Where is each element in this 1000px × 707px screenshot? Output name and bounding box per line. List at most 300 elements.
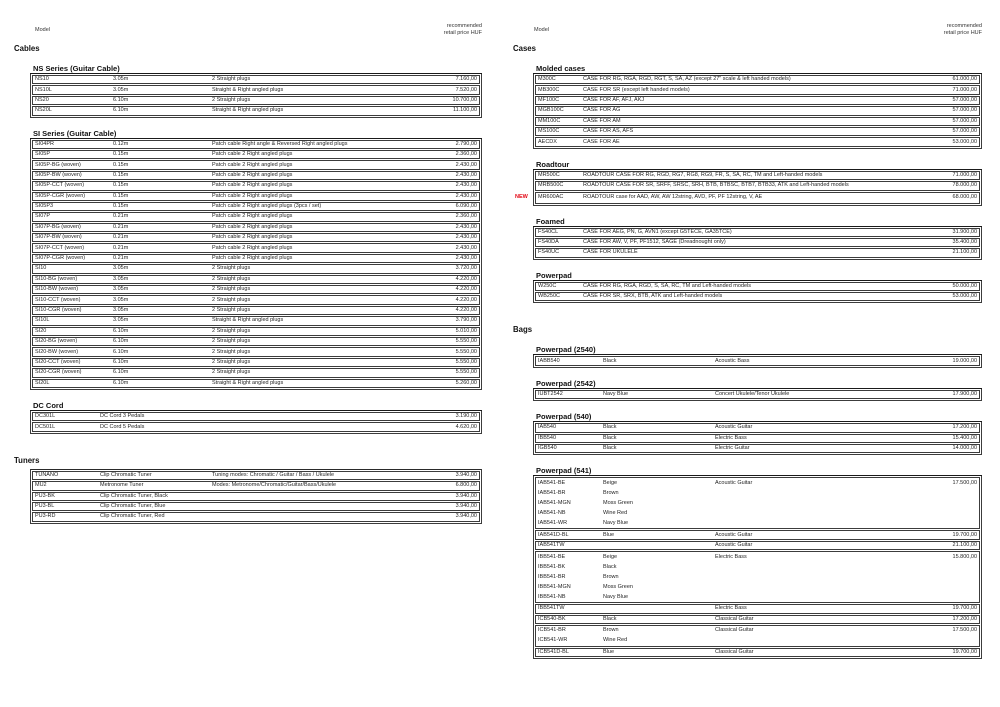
cell: SI07P	[35, 213, 50, 220]
price-cell: 11.100,00	[452, 107, 477, 114]
table-row	[32, 492, 480, 501]
cell: CASE FOR AE	[583, 138, 620, 145]
cell: Tuning modes: Chromatic / Guitar / Bass / Ukulele	[212, 471, 335, 478]
cell: 6.10m	[113, 338, 129, 345]
table-row-line	[536, 172, 979, 179]
column-body	[14, 44, 482, 524]
price-cell: 15.400,00	[952, 434, 977, 441]
price-table	[533, 476, 982, 659]
section	[30, 469, 482, 524]
table-row-line	[33, 182, 479, 189]
table-row	[32, 502, 480, 511]
table-row-line	[33, 317, 479, 324]
table-row-line	[536, 86, 979, 93]
cell: 2 Straight plugs	[212, 338, 251, 345]
price-cell: 4.620,00	[455, 423, 477, 430]
cell: PU3-RD	[35, 513, 56, 520]
cell: SI04PR	[35, 140, 54, 147]
table-row	[32, 254, 480, 263]
cell: DC501L	[35, 423, 56, 430]
table-row	[32, 316, 480, 325]
table-row	[32, 275, 480, 284]
table-row-line	[536, 518, 979, 528]
cell: Patch cable 2 Right angled plugs	[212, 223, 293, 230]
table-row-line	[33, 76, 479, 83]
price-cell: 2.430,00	[455, 161, 477, 168]
cell: FS40DA	[538, 239, 559, 246]
table-row	[32, 75, 480, 84]
cell: SI05P-BG (woven)	[35, 161, 81, 168]
table-row-line	[536, 239, 979, 246]
price-column-label-line2: retail price HUF	[943, 30, 982, 36]
cell: IUBT2542	[538, 391, 563, 398]
section	[30, 129, 482, 390]
cell: Brown	[603, 627, 619, 634]
cell: TUNANO	[35, 471, 59, 478]
price-cell: 14.000,00	[952, 445, 977, 452]
cell: M300C	[538, 76, 556, 83]
price-cell: 6.090,00	[455, 203, 477, 210]
right-page-column	[513, 0, 982, 659]
table-row-line	[536, 542, 979, 549]
table-row-line	[33, 413, 479, 420]
table-row-line	[33, 513, 479, 520]
section-heading: Powerpad (2540)	[533, 345, 982, 355]
table-row-line	[33, 338, 479, 345]
price-cell: 2.790,00	[455, 140, 477, 147]
table-row-line	[33, 234, 479, 241]
cell: Electric Guitar	[715, 445, 750, 452]
table-row-line	[536, 582, 979, 592]
price-cell: 15.800,00	[952, 553, 977, 560]
cell: Black	[603, 357, 617, 364]
cell: IAB541TW	[538, 542, 565, 548]
price-cell: 19.700,00	[952, 649, 977, 656]
price-table	[30, 74, 482, 118]
cell: 0.21m	[113, 244, 129, 251]
cell: W250C	[538, 282, 557, 289]
price-cell: 2.360,00	[455, 213, 477, 220]
price-cell: 4.220,00	[455, 307, 477, 313]
table-row-line	[33, 86, 479, 93]
cell: DC301L	[35, 413, 56, 420]
price-cell: 2.430,00	[455, 234, 477, 241]
cell: CASE FOR RG, RGA, RGD, S, SA, RC, TM and Left-handed models	[583, 282, 752, 289]
price-table	[533, 422, 982, 455]
table-row-line	[33, 423, 479, 430]
cell: 2 Straight plugs	[212, 265, 251, 272]
new-badge: NEW	[515, 193, 528, 200]
section	[533, 412, 982, 455]
cell: Moss Green	[603, 583, 633, 590]
cell: Electric Bass	[715, 434, 747, 441]
cell: ICB540-BK	[538, 615, 566, 622]
price-cell: 2.360,00	[455, 151, 477, 158]
cell: MM100C	[538, 117, 561, 124]
cell: 6.10m	[113, 369, 129, 376]
group-title: Bags	[513, 325, 533, 335]
section-heading: Foamed	[533, 217, 982, 227]
cell: SI05P-CCT (woven)	[35, 182, 85, 189]
table-row-line	[536, 118, 979, 125]
table-row	[535, 615, 980, 624]
cell: MB300C	[538, 86, 560, 93]
table-row	[32, 243, 480, 252]
price-table	[30, 139, 482, 390]
price-cell: 5.550,00	[455, 369, 477, 376]
table-row	[32, 337, 480, 346]
cell: IBB541TW	[538, 605, 565, 612]
table-row	[535, 551, 980, 603]
table-row	[32, 106, 480, 115]
cell: SI20	[35, 327, 47, 334]
cell: NS10L	[35, 86, 52, 93]
cell: 2 Straight plugs	[212, 286, 251, 293]
cell: Blue	[603, 531, 615, 538]
table-row	[32, 295, 480, 304]
table-row-line	[536, 76, 979, 83]
table-row	[32, 96, 480, 105]
price-cell: 5.260,00	[455, 379, 477, 386]
table-row	[535, 292, 980, 301]
table-row-line	[536, 435, 979, 442]
cell: 6.10m	[113, 348, 129, 355]
table-row	[32, 368, 480, 377]
table-row-line	[536, 107, 979, 114]
table-row	[535, 238, 980, 247]
cell: IAB541-MGN	[538, 499, 571, 506]
price-table	[533, 227, 982, 260]
section-heading: NS Series (Guitar Cable)	[30, 64, 482, 74]
cell: FS40UC	[538, 249, 560, 256]
table-row	[32, 471, 480, 480]
table-row-line	[33, 107, 479, 114]
table-row-line	[33, 369, 479, 376]
cell: Acoustic Guitar	[715, 479, 753, 486]
table-row	[535, 390, 980, 399]
section	[533, 217, 982, 260]
column-header	[14, 23, 482, 38]
cell: 3.05m	[113, 296, 129, 303]
table-row-line	[33, 193, 479, 200]
price-cell: 10.700,00	[452, 96, 477, 103]
price-column-label	[444, 23, 482, 37]
price-cell: 68.000,00	[952, 194, 977, 201]
price-cell: 19.700,00	[952, 531, 977, 538]
table-row-line	[536, 562, 979, 572]
group-title: Cables	[14, 44, 40, 53]
cell: Wine Red	[603, 509, 628, 516]
table-row	[32, 85, 480, 94]
cell: 2 Straight plugs	[212, 76, 251, 83]
price-cell: 2.430,00	[455, 182, 477, 189]
cell: MGB100C	[538, 107, 564, 114]
section	[533, 345, 982, 367]
price-table	[533, 281, 982, 304]
section	[533, 379, 982, 401]
cell: SI07P-CCT (woven)	[35, 244, 85, 251]
price-table	[533, 389, 982, 401]
cell: Black	[603, 445, 617, 452]
cell: 0.21m	[113, 234, 129, 241]
price-cell: 5.010,00	[455, 327, 477, 334]
cell: IAB540	[538, 424, 557, 431]
table-row	[32, 379, 480, 388]
table-row	[535, 541, 980, 550]
table-row-line	[33, 286, 479, 293]
cell: CASE FOR AS, AFS	[583, 128, 634, 135]
table-row-line	[536, 508, 979, 518]
price-cell: 17.500,00	[952, 479, 977, 486]
price-cell: 71.000,00	[952, 171, 977, 178]
price-cell: 3.940,00	[455, 513, 477, 520]
section	[533, 64, 982, 149]
table-row-line	[536, 636, 979, 646]
cell: SI07P-BW (woven)	[35, 234, 82, 241]
price-table	[533, 355, 982, 367]
table-row	[32, 140, 480, 149]
table-row-line	[33, 203, 479, 210]
section	[533, 466, 982, 659]
table-row	[32, 150, 480, 159]
cell: 0.15m	[113, 171, 129, 178]
table-row	[32, 327, 480, 336]
table-row	[32, 358, 480, 367]
table-row	[32, 422, 480, 431]
cell: DC Cord 5 Pedals	[100, 423, 145, 430]
cell: Wine Red	[603, 637, 628, 644]
cell: Classical Guitar	[715, 649, 754, 656]
cell: IAB541-BE	[538, 479, 566, 486]
cell: Navy Blue	[603, 391, 629, 398]
table-row-line	[33, 307, 479, 314]
table-row-line	[536, 182, 979, 189]
cell: Patch cable 2 Right angled plugs (3pcs / set)	[212, 203, 322, 210]
cell: Straight & Right angled plugs	[212, 317, 284, 324]
cell: CASE FOR RG, RGA, RGD, RGT, S, SA, AZ (except 27" scale & left handed models)	[583, 76, 791, 83]
cell: 3.05m	[113, 286, 129, 293]
cell: IBB541-MGN	[538, 583, 571, 590]
table-row-line	[33, 482, 479, 489]
table-row	[32, 181, 480, 190]
cell: NS20L	[35, 107, 52, 114]
cell: SI10-CGR (woven)	[35, 307, 82, 313]
cell: Beige	[603, 479, 618, 486]
cell: ROADTOUR CASE FOR SR, SRFF, SRSC, SRH, BTB, BTBSC, BTB7, BTB33, ATK and Left-handed models	[583, 182, 849, 189]
cell: 2 Straight plugs	[212, 296, 251, 303]
cell: Clip Chromatic Tuner	[100, 471, 152, 478]
cell: IBB540	[538, 434, 557, 441]
table-row-line	[33, 348, 479, 355]
cell: 6.10m	[113, 96, 129, 103]
cell: 2 Straight plugs	[212, 275, 251, 282]
table-row-line	[33, 224, 479, 231]
cell: 6.10m	[113, 358, 129, 365]
price-cell: 57.000,00	[952, 128, 977, 135]
cell: CASE FOR AG	[583, 107, 621, 114]
table-row-line	[33, 380, 479, 387]
section-heading: Molded cases	[533, 64, 982, 74]
table-row	[32, 192, 480, 201]
table-row-line	[536, 249, 979, 256]
price-cell: 17.200,00	[952, 615, 977, 622]
cell: Navy Blue	[603, 519, 629, 526]
section	[515, 159, 982, 206]
price-cell: 78.000,00	[952, 182, 977, 189]
cell: Acoustic Guitar	[715, 424, 753, 431]
section	[30, 64, 482, 118]
cell: CASE FOR SR, SRX, BTB, ATK and Left-handed models	[583, 293, 723, 300]
cell: Patch cable 2 Right angled plugs	[212, 234, 293, 241]
cell: Acoustic Guitar	[715, 542, 753, 548]
table-row-line	[536, 572, 979, 582]
price-cell: 6.800,00	[455, 482, 477, 489]
cell: SI20-CGR (woven)	[35, 369, 82, 376]
table-row	[535, 282, 980, 291]
price-cell: 3.940,00	[455, 492, 477, 499]
table-row	[32, 481, 480, 490]
price-cell: 7.160,00	[455, 76, 477, 83]
table-row	[32, 233, 480, 242]
table-row	[535, 444, 980, 453]
cell: SI10-BW (woven)	[35, 286, 79, 293]
price-cell: 21.100,00	[952, 249, 977, 256]
cell: Patch cable 2 Right angled plugs	[212, 244, 293, 251]
cell: 0.15m	[113, 203, 129, 210]
price-cell: 2.430,00	[455, 244, 477, 251]
cell: IGB540	[538, 445, 557, 452]
cell: Classical Guitar	[715, 627, 754, 634]
cell: Black	[603, 434, 617, 441]
table-row	[32, 512, 480, 521]
model-column-label: Model	[35, 27, 50, 33]
section-heading: Powerpad (2542)	[533, 379, 982, 389]
table-row-line	[33, 359, 479, 366]
cell: 0.15m	[113, 182, 129, 189]
table-row-line	[536, 605, 979, 612]
table-row-line	[33, 151, 479, 158]
cell: 2 Straight plugs	[212, 348, 251, 355]
cell: ICB541-BR	[538, 627, 566, 634]
cell: SI20-CCT (woven)	[35, 358, 81, 365]
cell: SI05P-CGR (woven)	[35, 192, 86, 199]
cell: SI10-CCT (woven)	[35, 296, 81, 303]
table-row-line	[536, 138, 979, 145]
price-cell: 5.550,00	[455, 348, 477, 355]
cell: MR600AC	[538, 194, 564, 201]
section-heading: Powerpad (540)	[533, 412, 982, 422]
cell: Concert Ukulele/Tenor Ukulele	[715, 391, 790, 398]
table-row-line	[536, 283, 979, 290]
cell: Straight & Right angled plugs	[212, 86, 284, 93]
cell: 6.10m	[113, 327, 129, 334]
table-row	[535, 248, 980, 257]
price-table	[30, 469, 482, 524]
cell: 0.21m	[113, 255, 129, 262]
price-cell: 7.520,00	[455, 86, 477, 93]
price-cell: 57.000,00	[952, 96, 977, 103]
cell: IAB541-WR	[538, 519, 568, 526]
left-page-column	[14, 0, 482, 524]
table-row-line	[33, 265, 479, 272]
cell: FS40CL	[538, 228, 559, 235]
price-cell: 35.400,00	[952, 239, 977, 246]
cell: Black	[603, 615, 617, 622]
section-heading: DC Cord	[30, 401, 482, 411]
table-row-line	[33, 161, 479, 168]
cell: Patch cable 2 Right angled plugs	[212, 255, 293, 262]
section	[533, 271, 982, 304]
cell: IAB541D-BL	[538, 531, 569, 538]
table-row	[535, 137, 980, 146]
cell: 0.15m	[113, 192, 129, 199]
table-row	[32, 223, 480, 232]
table-row-line	[33, 213, 479, 220]
cell: SI10	[35, 265, 47, 272]
price-table	[533, 74, 982, 149]
price-cell: 2.430,00	[455, 192, 477, 199]
cell: DC Cord 3 Pedals	[100, 413, 145, 420]
cell: Straight & Right angled plugs	[212, 107, 284, 114]
cell: SI07P-CGR (woven)	[35, 255, 86, 262]
price-cell: 5.550,00	[455, 358, 477, 365]
table-row	[32, 347, 480, 356]
cell: SI05P3	[35, 203, 54, 210]
price-table	[30, 411, 482, 434]
price-cell: 53.000,00	[952, 293, 977, 300]
cell: SI05P	[35, 151, 50, 158]
cell: Clip Chromatic Tuner, Red	[100, 513, 165, 520]
table-row	[535, 228, 980, 237]
price-cell: 3.940,00	[455, 471, 477, 478]
cell: Clip Chromatic Tuner, Blue	[100, 503, 166, 510]
cell: Navy Blue	[603, 593, 629, 600]
table-row	[535, 96, 980, 105]
cell: Patch cable Right angle & Reversed Right angled plugs	[212, 140, 348, 147]
cell: MR500C	[538, 171, 560, 178]
table-row-line	[536, 128, 979, 135]
cell: SI20L	[35, 379, 50, 386]
table-row-line	[33, 244, 479, 251]
cell: Moss Green	[603, 499, 633, 506]
table-row	[535, 530, 980, 539]
model-column-label: Model	[534, 27, 549, 33]
table-row	[535, 625, 980, 647]
table-row-line	[33, 328, 479, 335]
cell: AECDX	[538, 138, 557, 145]
cell: Patch cable 2 Right angled plugs	[212, 171, 293, 178]
cell: 3.05m	[113, 76, 129, 83]
price-table	[515, 170, 982, 206]
cell: Brown	[603, 489, 619, 496]
cell: ROADTOUR CASE FOR RG, RGD, RG7, RG8, RG9, FR, S, SA, RC, TM and Left-handed models	[583, 171, 823, 178]
table-row-line	[536, 531, 979, 538]
price-cell: 2.430,00	[455, 171, 477, 178]
table-row-line	[33, 255, 479, 262]
table-row	[535, 434, 980, 443]
column-header	[513, 23, 982, 38]
cell: 2 Straight plugs	[212, 327, 251, 334]
cell: ICB541-WR	[538, 637, 568, 644]
cell: Patch cable 2 Right angled plugs	[212, 151, 293, 158]
cell: 0.15m	[113, 151, 129, 158]
cell: IBB541-NB	[538, 593, 566, 600]
table-row	[32, 306, 480, 315]
price-cell: 19.000,00	[952, 357, 977, 364]
cell: Black	[603, 563, 617, 570]
cell: CASE FOR AM	[583, 117, 621, 124]
cell: Patch cable 2 Right angled plugs	[212, 182, 293, 189]
